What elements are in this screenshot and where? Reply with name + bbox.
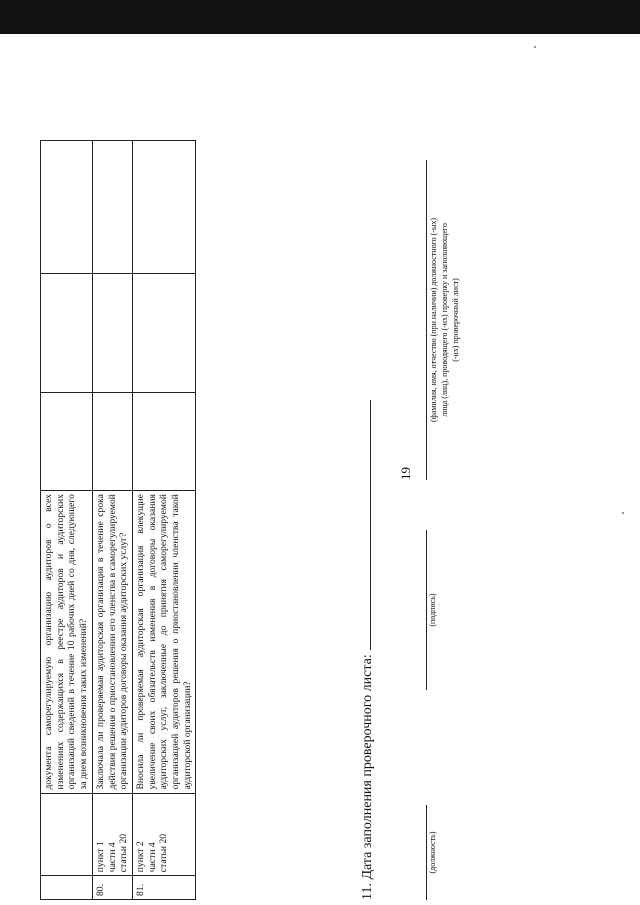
question-text: Заключала ли проверяемая аудиторская организация в течение срока действия решения о приостановлении его членства в саморегулируемой организации аудиторов договоры оказания аудиторских услуг? <box>92 491 132 793</box>
row-number: 80. <box>92 876 132 900</box>
fill-date-line <box>360 400 376 900</box>
reference-line: статьи 20 <box>118 833 130 873</box>
position-caption: (должность) <box>426 805 437 900</box>
answer-cell <box>92 392 132 491</box>
answer-cell <box>41 273 93 392</box>
name-caption-line: лица (лиц), проводящего (-их) проверку и заполняющего <box>440 223 450 417</box>
rotated-page-content <box>40 80 600 900</box>
scan-speck <box>622 512 624 514</box>
answer-cell <box>92 273 132 392</box>
checklist-table <box>40 140 196 900</box>
page-number: 19 <box>398 467 413 480</box>
answer-cell <box>41 141 93 274</box>
question-text: Вносила ли проверяемая аудиторская организация влекущие увеличение своих обязательств изменения в договоры оказания аудиторских услуг, заключенные до принятия саморегулируемой организацией аудиторов решения о приостановлении членства такой аудиторской организации? <box>132 491 196 793</box>
name-caption <box>426 160 462 480</box>
fill-date-label: 11. Дата заполнения проверочного листа: <box>360 654 375 900</box>
legal-reference <box>92 793 132 876</box>
reference-line: части 4 <box>106 842 118 873</box>
name-caption-line: (фамилия, имя, отчество (при наличии) должностного (-ых) <box>429 217 438 423</box>
reference-line: части 4 <box>146 842 158 873</box>
answer-cell <box>132 141 196 274</box>
table-row <box>132 141 196 900</box>
answer-cell <box>92 141 132 274</box>
scan-speck <box>534 46 536 48</box>
date-blank-line <box>369 400 371 650</box>
answer-cell <box>132 392 196 491</box>
row-number: 81. <box>132 876 196 900</box>
signature-caption: (подпись) <box>426 530 437 690</box>
reference-line: пункт 1 <box>94 841 106 873</box>
legal-reference <box>132 793 196 876</box>
reference-line: статьи 20 <box>158 833 170 873</box>
table-row <box>41 141 93 900</box>
answer-cell <box>41 392 93 491</box>
legal-reference <box>41 793 93 876</box>
table-row <box>92 141 132 900</box>
scan-top-border <box>0 0 640 34</box>
answer-cell <box>132 273 196 392</box>
row-number <box>41 876 93 900</box>
name-caption-line: (-их) проверочный лист) <box>451 278 461 362</box>
question-text: документа саморегулируемую организацию аудиторов о всех изменениях содержащихся в реестре аудиторов и аудиторских организаций сведений в течение 10 рабочих дней со дня, следующего за днем возникновения таких изменений? <box>41 491 93 793</box>
reference-line: пункт 2 <box>134 841 146 873</box>
